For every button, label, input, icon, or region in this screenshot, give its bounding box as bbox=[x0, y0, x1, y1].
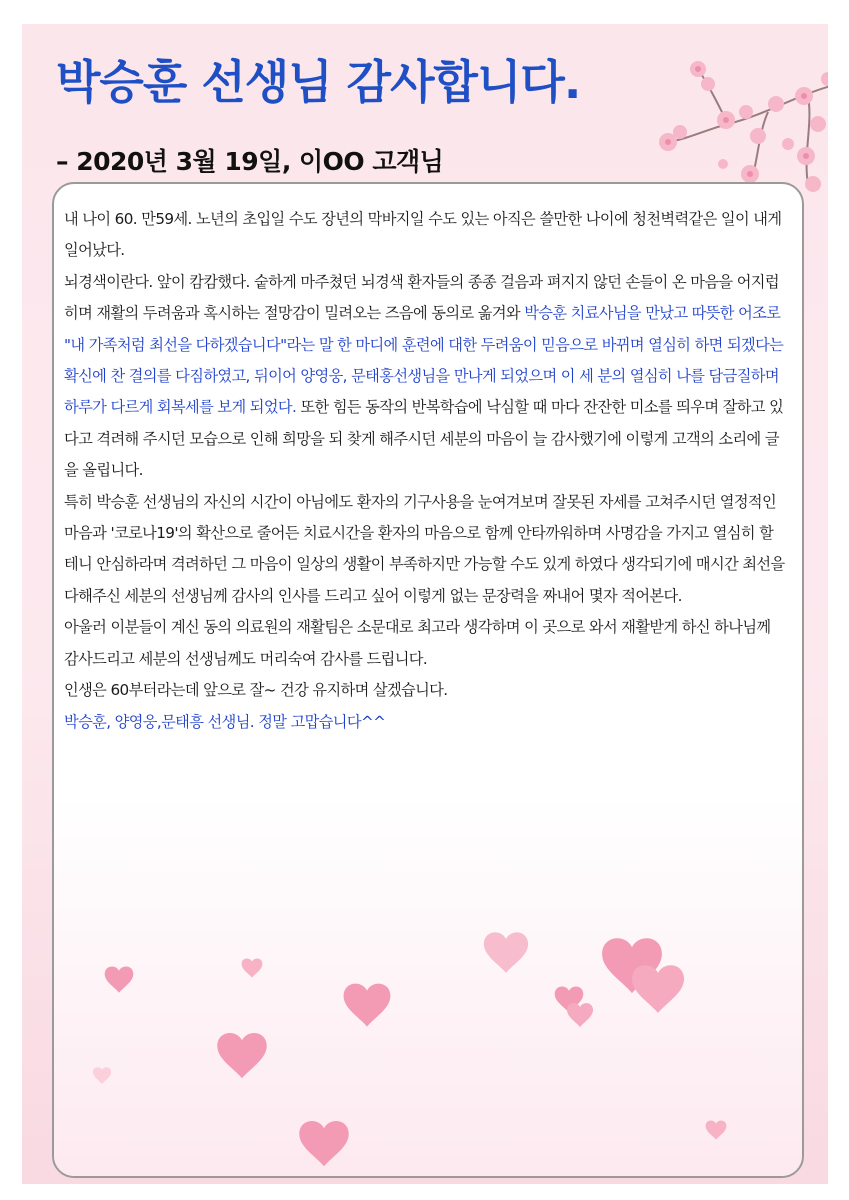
paragraph: 인생은 60부터라는데 앞으로 잘~ 건강 유지하며 살겠습니다. bbox=[64, 681, 448, 700]
paragraph: 아울러 이분들이 계신 동의 의료원의 재활팀은 소문대로 최고라 생각하며 이 곳으로 와서 재활받게 하신 하나님께 감사드리고 세분의 선생님께도 머리숙여 감사를 드립니다. bbox=[64, 618, 771, 668]
letter-card bbox=[52, 182, 804, 1178]
letter-page bbox=[22, 24, 828, 1184]
letter-body bbox=[54, 184, 802, 738]
card-gradient bbox=[54, 796, 802, 1176]
date-customer-subtitle: – 2020년 3월 19일, 이OO 고객님 bbox=[56, 147, 444, 176]
paragraph-text: 또한 힘든 동작의 반복학습에 낙심할 때 마다 잔잔한 미소를 띄우며 잘하고 있다고 격려해 주시던 모습으로 인해 희망을 되 찾게 해주시던 세분의 마음이 늘 감사했기에 이렇게 고객의 소리에 글을 올립니다. bbox=[64, 398, 784, 480]
highlighted-text: 박승훈 치료사님을 만났고 따뜻한 어조로 "내 가족처럼 최선을 다하겠습니다"라는 말 한 마디에 훈련에 대한 두려움이 믿음으로 바뀌며 열심히 하면 되겠다는 확신에 찬 결의를 다짐하였고, 뒤이어 양영웅, 문태홍선생님을 만나게 되었으며 이 세 분의 열심히 나를 담금질하며 하루가 다르게 회복세를 보게 되었다. bbox=[64, 304, 784, 417]
page-title: 박승훈 선생님 감사합니다. bbox=[56, 55, 581, 109]
paragraph bbox=[64, 267, 786, 487]
paragraph: 특히 박승훈 선생님의 자신의 시간이 아님에도 환자의 기구사용을 눈여겨보며 잘못된 자세를 고쳐주시던 열정적인 마음과 '코로나19'의 확산으로 줄어든 치료시간을 환자의 마음으로 함께 안타까워하며 사명감을 가지고 열심히 할테니 안심하라며 격려하던 그 마음이 일상의 생활이 부족하지만 가능할 수도 있게 하였다 생각되기에 매시간 최선을 다해주신 세분의 선생님께 감사의 인사를 드리고 싶어 이렇게 없는 문장력을 짜내어 몇자 적어본다. bbox=[64, 492, 785, 605]
closing-thanks: 박승훈, 양영웅,문태흥 선생님. 정말 고맙습니다^^ bbox=[64, 712, 386, 731]
paragraph: 내 나이 60. 만59세. 노년의 초입일 수도 장년의 막바지일 수도 있는 아직은 쓸만한 나이에 청천벽력같은 일이 내게 일어났다. bbox=[64, 210, 782, 260]
paragraph-text: 뇌경색이란다. 앞이 캄캄했다. 숱하게 마주쳤던 뇌경색 환자들의 종종 걸음과 펴지지 않던 손들이 온 마음을 어지럽히며 재활의 두려움과 혹시하는 절망감이 밀려오는 즈음에 동의로 옮겨와 bbox=[64, 272, 779, 323]
